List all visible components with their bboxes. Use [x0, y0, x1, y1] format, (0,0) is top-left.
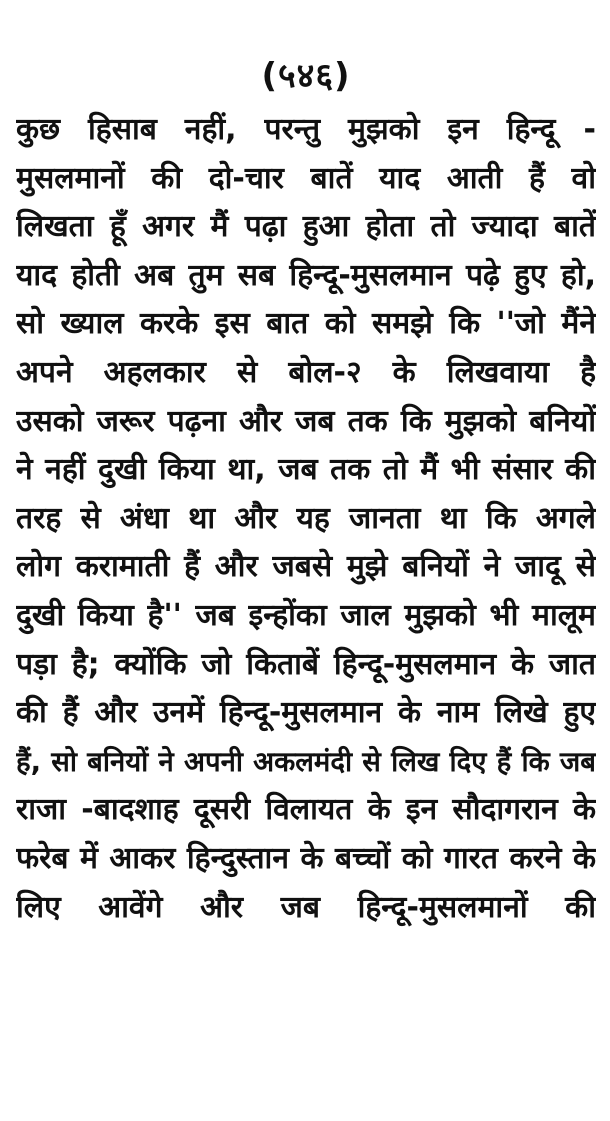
text-line: दुखी किया है'' जब इन्होंका जाल मुझको भी मालूम [16, 597, 596, 633]
text-line: सो ख्याल करके इस बात को समझे कि ''जो मैंने [16, 306, 596, 342]
text-line: उसको जरूर पढ़ना और जब तक कि मुझको बनियों [16, 403, 596, 439]
text-line: राजा -बादशाह दूसरी विलायत के इन सौदागरान के [16, 792, 596, 828]
text-line: तरह से अंधा था और यह जानता था कि अगले [16, 500, 596, 536]
text-line: लोग करामाती हैं और जबसे मुझे बनियों ने जादू से [16, 549, 596, 585]
text-line: की हैं और उनमें हिन्दू-मुसलमान के नाम लिखे हुए [16, 695, 596, 731]
text-line: मुसलमानों की दो-चार बातें याद आती हैं वो [16, 160, 596, 196]
text-line: लिए आवेंगे और जब हिन्दू-मुसलमानों की [16, 889, 596, 925]
text-line: ने नहीं दुखी किया था, जब तक तो मैं भी संसार की [16, 452, 596, 488]
text-line: फरेब में आकर हिन्दुस्तान के बच्चों को गारत करने के [16, 840, 596, 876]
text-line: पड़ा है; क्योंकि जो किताबें हिन्दू-मुसलमान के जात [16, 646, 596, 682]
text-line: लिखता हूँ अगर मैं पढ़ा हुआ होता तो ज्यादा बातें [16, 209, 596, 245]
text-line: कुछ हिसाब नहीं, परन्तु मुझको इन हिन्दू - [16, 112, 596, 147]
text-line: अपने अहलकार से बोल-२ के लिखवाया है [16, 354, 596, 390]
text-line: याद होती अब तुम सब हिन्दू-मुसलमान पढ़े हुए हो, [16, 257, 596, 293]
page-number: (५४६) [261, 56, 351, 96]
text-line: हैं, सो बनियों ने अपनी अकलमंदी से लिख दिए हैं कि जब [16, 745, 596, 778]
body-text [16, 106, 596, 932]
